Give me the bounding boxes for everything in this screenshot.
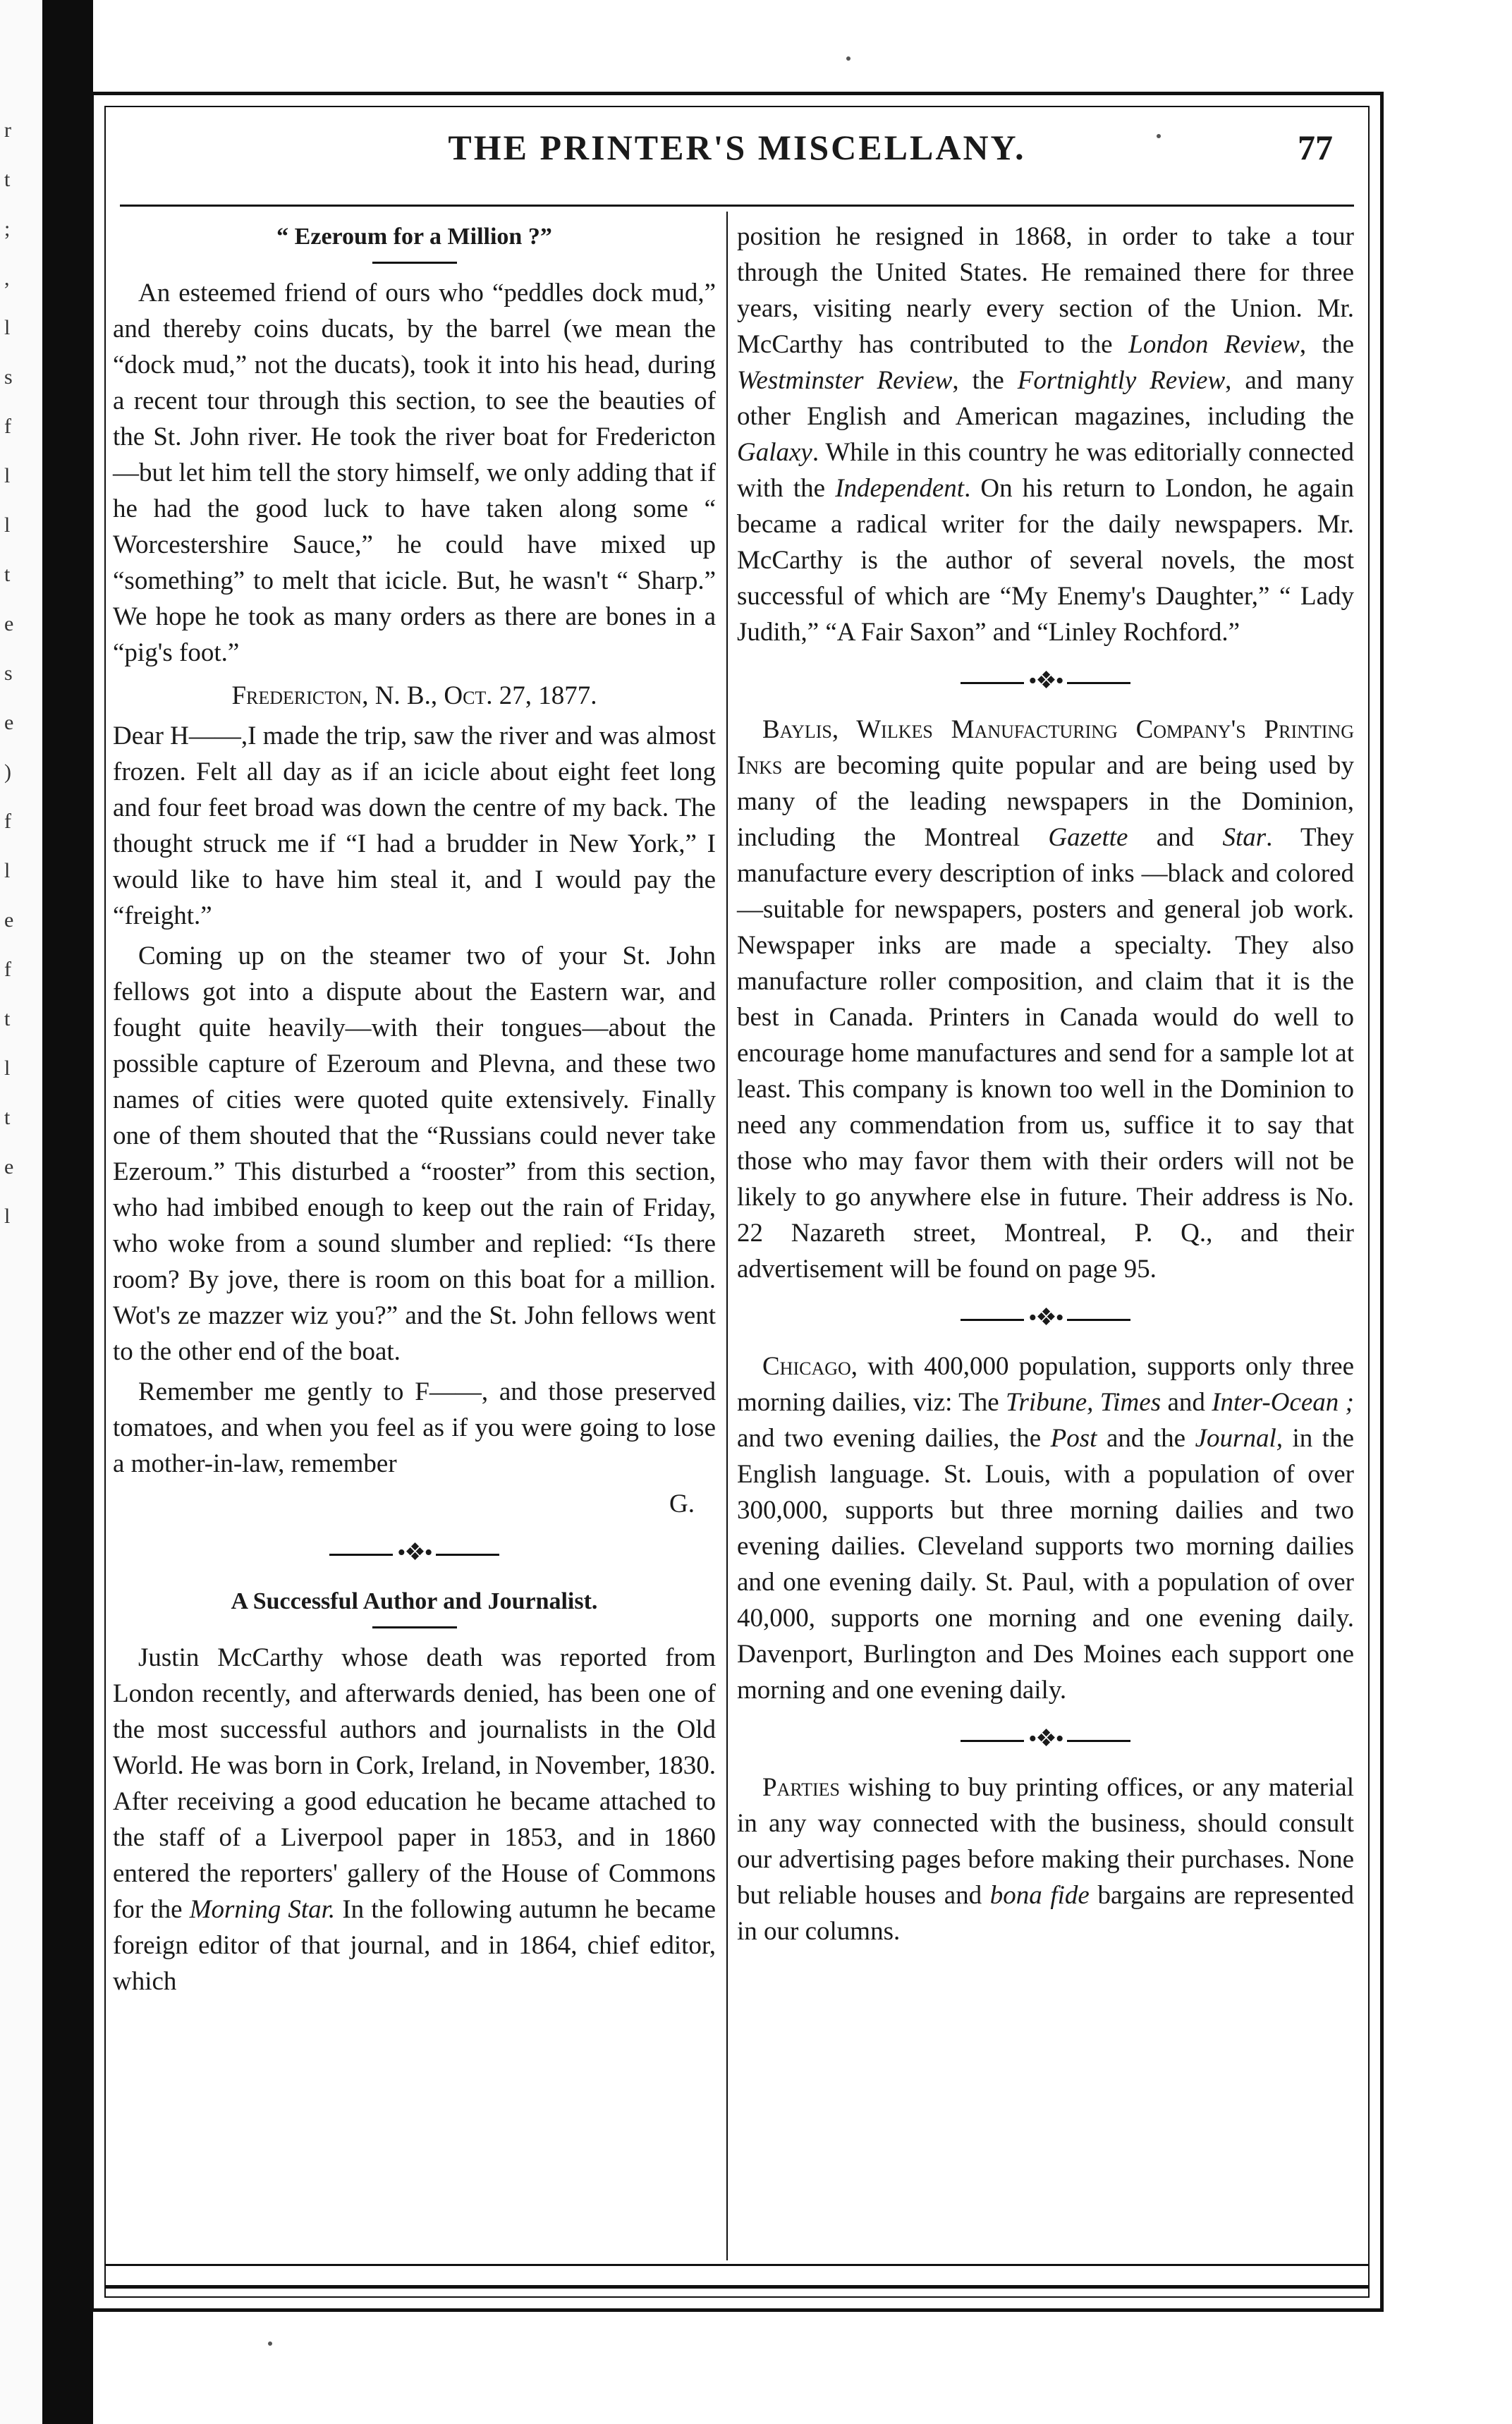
section-ornament: •❖•: [737, 1300, 1354, 1336]
running-title: THE PRINTER'S MISCELLANY.: [448, 128, 1026, 167]
margin-glyph: t: [4, 1106, 11, 1129]
fortnightly-review-title: Fortnightly Review: [1017, 366, 1226, 395]
separator: , the: [1299, 330, 1354, 359]
binding-shadow: [42, 0, 93, 2424]
mccarthy-continuation: [737, 219, 1354, 650]
margin-glyph: t: [4, 563, 11, 586]
article-heading-ezeroum: “ Ezeroum for a Million ?”: [276, 224, 552, 250]
inter-ocean-title: Inter-Ocean ;: [1212, 1388, 1354, 1417]
morning-star-title: Morning Star.: [189, 1895, 336, 1924]
star-title: Star: [1222, 823, 1267, 852]
margin-glyph: e: [4, 908, 14, 932]
parties-paragraph: [737, 1770, 1354, 1949]
westminster-review-title: Westminster Review: [737, 366, 953, 395]
section-ornament: •❖•: [113, 1535, 716, 1571]
margin-glyph: e: [4, 1155, 14, 1178]
letter-paragraph-2: Coming up on the steamer two of your St. John fellows got into a dispute about the Eastern war, and fought quite heavily—with their tongues—about the possible capture of Ezeroum and Plevna, and these two names of cities were quoted quite extensively. Finally one of them shouted that the “Russians could never take Ezeroum.” This disturbed a “rooster” from this section, who had imbibed enough to keep out the rain of Friday, who woke from a sound slumber and replied: “Is there room? By jove, there is room on this boat for a million. Wot's ze mazzer wiz you?” and the St. John fellows went to the other end of the boat.: [113, 942, 716, 1366]
letter-signature: G.: [669, 1490, 695, 1518]
post-title: Post: [1050, 1424, 1097, 1453]
letter-dateline: Fredericton, N. B., Oct. 27, 1877.: [231, 681, 597, 710]
bottom-rule: [106, 2264, 1368, 2266]
letter-paragraph-3: Remember me gently to F——, and those preserved tomatoes, and when you feel as if you were going to lose a mother-in-law, remember: [113, 1377, 716, 1478]
journal-title: Journal,: [1195, 1424, 1283, 1453]
baylis-text: are becoming quite popular and are being used by many of the leading newspapers in the Dominion, including the Montreal: [737, 751, 1354, 852]
times-title: Times: [1099, 1388, 1162, 1417]
london-review-title: London Review: [1128, 330, 1300, 359]
ezeroum-intro: An esteemed friend of ours who “peddles dock mud,” and thereby coins ducats, by the barrel (we mean the “dock mud,” not the ducats), took it into his head, during a recent tour through this section, to see the beauties of the St. John river. He took the river boat for Fredericton—but let him tell the story himself, we only adding that if he had the good luck to have taken along some “ Worcestershire Sauce,” he could have mixed up “something” to melt that icicle. But, he wasn't “ Sharp.” We hope he took as many orders as there are bones in a “pig's foot.”: [113, 279, 716, 667]
heading-rule: [372, 1626, 457, 1628]
scan-speck: [846, 56, 850, 61]
margin-glyph: t: [4, 1007, 11, 1030]
margin-glyph: l: [4, 1056, 11, 1080]
margin-glyph: e: [4, 612, 14, 635]
mccarthy-cont-text: position he resigned in 1868, in order to take a tour through the United States. He remained there for three years, visiting nearly every section of the Union. Mr. McCarthy has contributed to the: [737, 222, 1354, 359]
margin-glyph: t: [4, 168, 11, 191]
baylis-text: and: [1128, 823, 1223, 852]
mccarthy-cont-text: . On his return to London, he again became a radical writer for the daily newspapers. Mr. McCarthy is the author of several novels, the most successful of which are “My Enemy's Daughter,” “ Lady Judith,” “A Fair Saxon” and “Linley Rochford.”: [737, 474, 1355, 647]
bottom-rule-heavy: [106, 2285, 1368, 2289]
heading-rule: [372, 262, 457, 264]
parties-text: bargains are represented in our columns.: [737, 1881, 1354, 1946]
scan-speck: [1157, 134, 1161, 138]
margin-glyphs: [4, 106, 25, 1241]
bona-fide-term: bona fide: [989, 1881, 1090, 1910]
margin-glyph: ): [4, 760, 11, 784]
right-column: [737, 219, 1354, 1954]
margin-glyph: f: [4, 415, 11, 438]
margin-glyph: f: [4, 958, 11, 981]
margin-glyph: l: [4, 859, 11, 882]
margin-glyph: r: [4, 118, 11, 142]
baylis-paragraph: [737, 712, 1354, 1287]
margin-glyph: ;: [4, 217, 11, 240]
parties-text: wishing to buy printing offices, or any material in any way connected with the business, should consult our advertising pages before making their purchases. None but reliable houses and: [737, 1773, 1354, 1910]
galaxy-title: Galaxy: [737, 438, 812, 467]
mccarthy-paragraph: [113, 1640, 716, 1999]
gazette-title: Gazette: [1048, 823, 1128, 852]
margin-glyph: l: [4, 513, 11, 537]
margin-glyph: l: [4, 316, 11, 339]
section-ornament: •❖•: [737, 1721, 1354, 1757]
article-heading-mccarthy: A Successful Author and Journalist.: [231, 1588, 598, 1614]
scan-speck: [268, 2341, 272, 2346]
margin-glyph: f: [4, 810, 11, 833]
margin-glyph: e: [4, 711, 14, 734]
margin-glyph: l: [4, 1205, 11, 1228]
binding-edge: [0, 0, 42, 2424]
separator: , the: [952, 366, 1018, 395]
chicago-text: and: [1161, 1388, 1212, 1417]
chicago-text: in the English language. St. Louis, with a population of over 300,000, supports but three morning dailies and two evening dailies. Cleveland supports two morning dailies and one evening daily. St. Paul, with a population of over 40,000, supports one morning and one evening daily. Davenport, Burlington and Des Moines each support one morning and one evening daily.: [737, 1424, 1354, 1705]
parties-lead: Parties: [762, 1773, 841, 1802]
column-divider: [726, 212, 728, 2260]
margin-glyph: ,: [4, 267, 10, 290]
independent-title: Independent: [835, 474, 965, 503]
tribune-title: Tribune,: [1005, 1388, 1094, 1417]
mccarthy-text: Justin McCarthy whose death was reported from London recently, and afterwards denied, has been one of the most successful authors and journalists in the Old World. He was born in Cork, Ireland, in November, 1830. After receiving a good education he became attached to the staff of a Liverpool paper in 1853, and in 1860 entered the reporters' gallery of the House of Commons for the: [113, 1643, 716, 1924]
mccarthy-cont-text: . While in this country he was editorially connected with the: [737, 438, 1354, 503]
page-header: [120, 127, 1354, 190]
mccarthy-cont-text: , and many other English and American magazines, including the: [737, 366, 1354, 431]
chicago-text: and the: [1097, 1424, 1195, 1453]
section-ornament: •❖•: [737, 663, 1354, 699]
margin-glyph: l: [4, 464, 11, 487]
header-rule: [120, 205, 1354, 207]
baylis-text: . They manufacture every description of inks —black and colored —suitable for newspapers, posters and general job work. Newspaper inks are made a specialty. They also manufacture roller composition, and claim that it is the best in Canada. Printers in Canada would do well to encourage home manufactures and send for a sample lot at least. This company is known too well in the Dominion to need any commendation from us, suffice it to say that those who may favor them with their orders will not be likely to go anywhere else in future. Their address is No. 22 Nazareth street, Montreal, P. Q., and their advertisement will be found on page 95.: [737, 823, 1355, 1284]
chicago-text: , with 400,000 population, supports only three morning dailies, viz: The: [737, 1352, 1354, 1417]
margin-glyph: s: [4, 662, 13, 685]
baylis-lead: Baylis, Wilkes Manufacturing Company's Printing Inks: [737, 715, 1354, 780]
mccarthy-text-end: In the following autumn he became foreign editor of that journal, and in 1864, chief editor, which: [113, 1895, 716, 1996]
page-number: 77: [1298, 128, 1333, 167]
margin-glyph: s: [4, 365, 13, 389]
chicago-paragraph: [737, 1348, 1354, 1708]
chicago-lead: Chicago: [762, 1352, 851, 1381]
letter-paragraph-1: Dear H——,I made the trip, saw the river and was almost frozen. Felt all day as if an icicle about eight feet long and four feet broad was down the centre of my back. The thought struck me if “I had a brudder in New York,” I would like to have him steal it, and I would pay the “freight.”: [113, 721, 716, 930]
chicago-text: and two evening dailies, the: [737, 1424, 1051, 1453]
left-column: [113, 219, 716, 2004]
